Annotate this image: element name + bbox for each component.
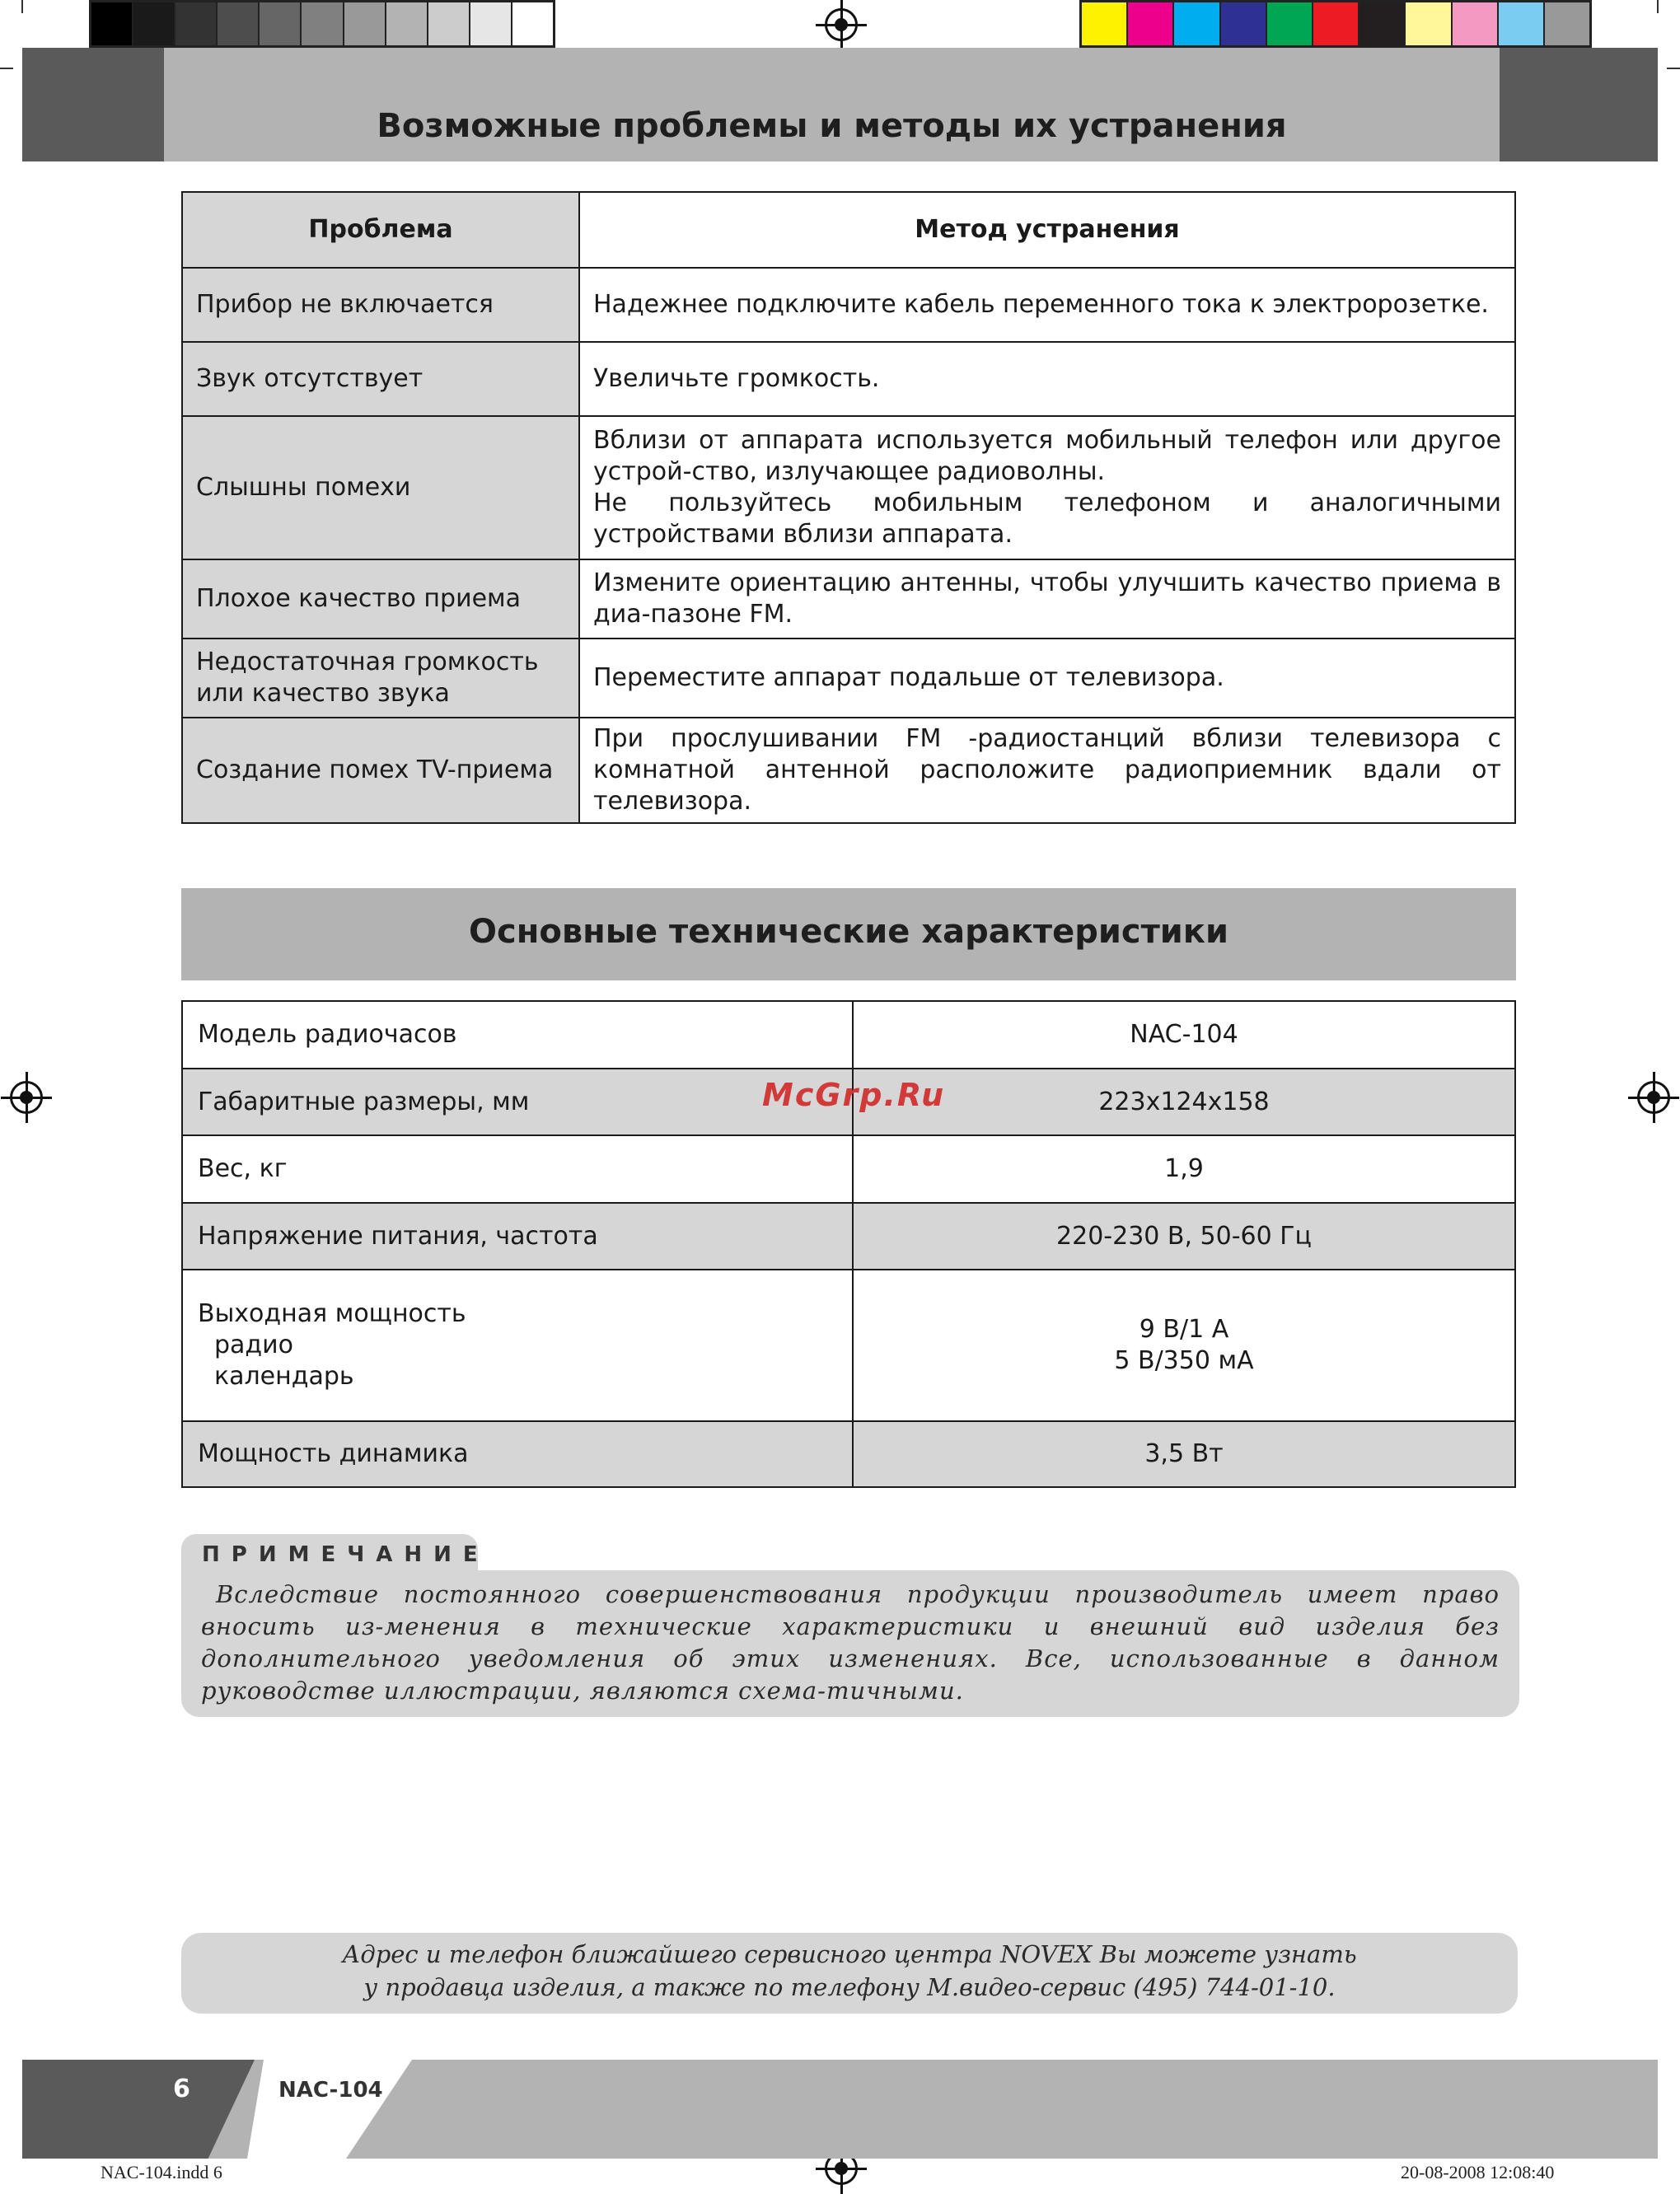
color-swatch (260, 2, 302, 45)
spec-value-line: 9 В/1 А (1139, 1315, 1229, 1344)
spec-label: Модель радиочасов (182, 1001, 853, 1069)
column-header-method: Метод устранения (579, 192, 1515, 268)
service-info-text (181, 1938, 1518, 2004)
page-title: Возможные проблемы и методы их устранения (377, 107, 1287, 145)
problem-cell: Плохое качество приема (182, 559, 579, 639)
table-row (182, 639, 1515, 718)
problem-cell: Недостаточная громкость или качество звука (182, 639, 579, 718)
color-swatch (1453, 2, 1499, 45)
crop-mark (0, 68, 13, 69)
header-band-right (1500, 48, 1658, 161)
specs-table (181, 1000, 1516, 1488)
table-header-row (182, 192, 1515, 268)
grayscale-calibration-bar (89, 0, 555, 48)
color-swatch (470, 2, 512, 45)
color-swatch (344, 2, 386, 45)
spec-label: Вес, кг (182, 1135, 853, 1203)
service-line: Адрес и телефон ближайшего сервисного центра NOVEX Вы можете узнать (342, 1940, 1357, 1968)
method-text: Не пользуйтесь мобильным телефоном и аналогичными устройствами вблизи аппарата. (593, 489, 1501, 549)
problem-cell: Создание помех TV-приема (182, 718, 579, 823)
color-swatch (1221, 2, 1267, 45)
color-swatch (1313, 2, 1359, 45)
troubleshooting-table (181, 191, 1516, 824)
spec-value: 220-230 В, 50-60 Гц (853, 1203, 1515, 1270)
color-swatch (91, 2, 133, 45)
crop-mark (21, 0, 23, 13)
watermark: McGrp.Ru (762, 1077, 946, 1113)
color-swatch (512, 2, 553, 45)
method-text: Вблизи от аппарата используется мобильный телефон или другое устрой-ство, излучающее радиоволны. (593, 426, 1501, 486)
table-row (182, 342, 1515, 416)
registration-mark-icon (1637, 1081, 1670, 1114)
spec-value: 223х124х158 (853, 1069, 1515, 1135)
color-swatch (1545, 2, 1589, 45)
color-swatch (1267, 2, 1313, 45)
service-line: у продавца изделия, а также по телефону М.видео-сервис (495) 744-01-10. (363, 1973, 1336, 2001)
header-band-left (22, 48, 164, 161)
table-row (182, 559, 1515, 639)
method-cell: Переместите аппарат подальше от телевизора. (579, 639, 1515, 718)
color-swatch (1174, 2, 1220, 45)
spec-label-sub: радио (214, 1331, 294, 1359)
spec-label: Мощность динамика (182, 1421, 853, 1487)
color-swatch (133, 2, 175, 45)
note-label: ПРИМЕЧАНИЕ (202, 1542, 489, 1567)
spec-value: NAC-104 (853, 1001, 1515, 1069)
color-swatch (428, 2, 470, 45)
table-row (182, 1135, 1515, 1203)
spec-label (182, 1270, 853, 1421)
method-cell (579, 416, 1515, 559)
color-swatch (1406, 2, 1452, 45)
page-number: 6 (173, 2075, 190, 2103)
table-row (182, 1203, 1515, 1270)
color-swatch (1082, 2, 1128, 45)
color-swatch (1359, 2, 1406, 45)
crop-mark (1657, 0, 1659, 13)
method-cell: Надежнее подключите кабель переменного тока к электророзетке. (579, 268, 1515, 342)
column-header-problem: Проблема (182, 192, 579, 268)
print-slug-date: 20-08-2008 12:08:40 (1401, 2162, 1555, 2182)
spec-label: Габаритные размеры, мм (182, 1069, 853, 1135)
footer-model: NAC-104 (278, 2078, 383, 2103)
color-swatch (218, 2, 260, 45)
problem-cell: Звук отсутствует (182, 342, 579, 416)
crop-mark (1667, 68, 1680, 69)
specs-title: Основные технические характеристики (469, 913, 1228, 951)
table-row (182, 1001, 1515, 1069)
spec-value (853, 1270, 1515, 1421)
spec-value-line: 5 В/350 мА (1114, 1346, 1254, 1375)
spec-value: 3,5 Вт (853, 1421, 1515, 1487)
table-row (182, 416, 1515, 559)
method-cell: Увеличьте громкость. (579, 342, 1515, 416)
registration-mark-icon (825, 8, 858, 41)
spec-label-sub: календарь (214, 1362, 354, 1391)
color-swatch (175, 2, 218, 45)
note-text: Вследствие постоянного совершенствования продукции производитель имеет право вносить из-менения в технические характеристики и внешний вид изделия без дополнительного уведомления об этих изменениях. Все, использованные в данном руководстве иллюстрации, являются схема-тичными. (201, 1580, 1500, 1705)
spec-value: 1,9 (853, 1135, 1515, 1203)
spec-label: Напряжение питания, частота (182, 1203, 853, 1270)
table-row (182, 1421, 1515, 1487)
method-cell: Измените ориентацию антенны, чтобы улучшить качество приема в диа-пазоне FM. (579, 559, 1515, 639)
problem-cell: Слышны помехи (182, 416, 579, 559)
color-swatch (386, 2, 428, 45)
table-row (182, 1270, 1515, 1421)
color-swatch (1499, 2, 1545, 45)
print-slug-file: NAC-104.indd 6 (101, 2162, 222, 2182)
table-row (182, 718, 1515, 823)
color-swatch (302, 2, 344, 45)
table-row (182, 268, 1515, 342)
color-swatch (1128, 2, 1174, 45)
method-cell: При прослушивании FM -радиостанций вблизи телевизора с комнатной антенной расположите радиоприемник вдали от телевизора. (579, 718, 1515, 823)
color-calibration-bar (1079, 0, 1592, 48)
problem-cell: Прибор не включается (182, 268, 579, 342)
registration-mark-icon (10, 1081, 43, 1114)
spec-label-main: Выходная мощность (198, 1299, 466, 1328)
